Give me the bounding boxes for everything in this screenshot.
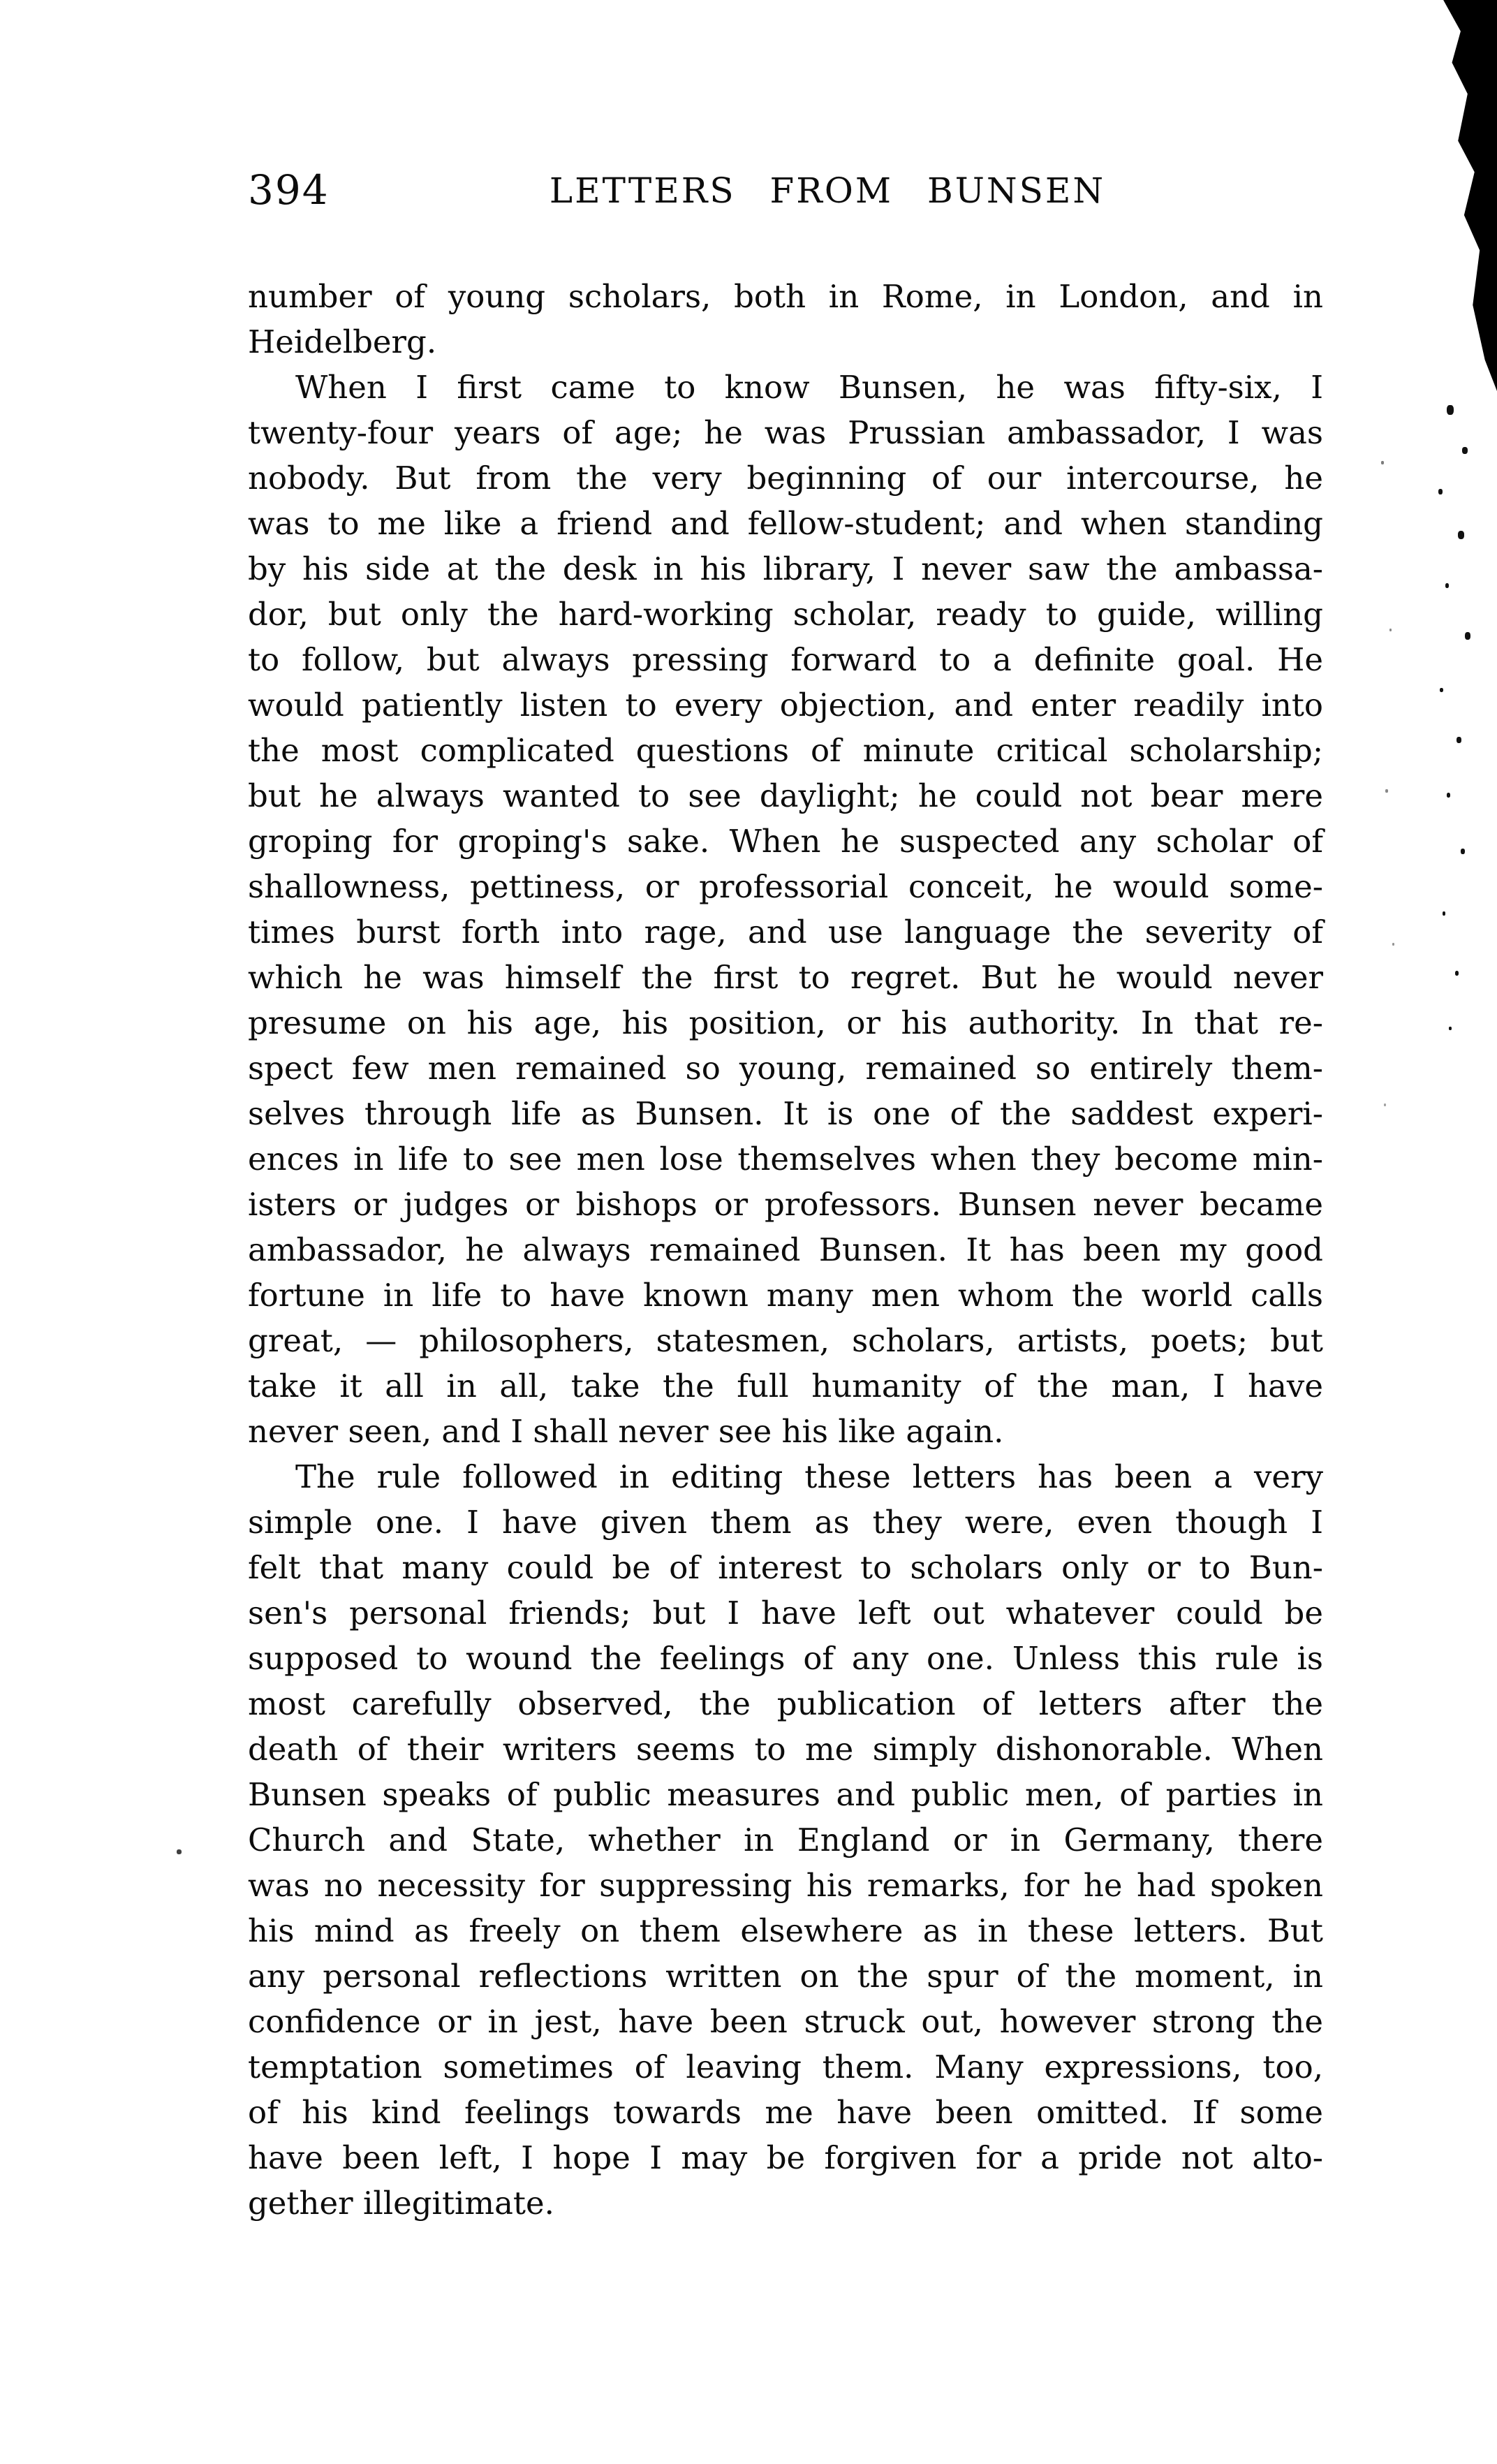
text-line: most carefully observed, the publication of letters after the <box>248 1685 1323 1722</box>
text-line: ences in life to see men lose themselves when they become min- <box>248 1141 1323 1178</box>
text-line: nobody. But from the very beginning of our intercourse, he <box>248 460 1323 497</box>
scan-artifact-speck <box>1465 632 1470 640</box>
text-line: spect few men remained so young, remained so entirely them- <box>248 1050 1323 1087</box>
text-line: would patiently listen to every objection, and enter readily into <box>248 687 1323 724</box>
running-head <box>248 166 1323 215</box>
text-line: sen's personal friends; but I have left out whatever could be <box>248 1594 1323 1631</box>
scan-artifact-speck <box>1389 629 1392 631</box>
text-line: groping for groping's sake. When he suspected any scholar of <box>248 823 1323 860</box>
text-line: selves through life as Bunsen. It is one of the saddest experi- <box>248 1095 1323 1132</box>
text-line: which he was himself the first to regret. But he would never <box>248 959 1323 996</box>
text-line: his mind as freely on them elsewhere as in these letters. But <box>248 1912 1323 1949</box>
text-line: of his kind feelings towards me have been omitted. If some <box>248 2094 1323 2131</box>
scan-artifact-speck <box>1462 447 1468 454</box>
scan-artifact-speck <box>177 1849 182 1854</box>
text-line: shallowness, pettiness, or professorial conceit, he would some- <box>248 868 1323 905</box>
text-line: temptation sometimes of leaving them. Many expressions, too, <box>248 2048 1323 2085</box>
text-block <box>248 274 1323 2226</box>
scan-artifact-speck <box>1384 1103 1386 1106</box>
scan-artifact-binding-blob <box>1410 0 1497 391</box>
text-line: presume on his age, his position, or his authority. In that re- <box>248 1004 1323 1041</box>
text-line: take it all in all, take the full humanity of the man, I have <box>248 1367 1323 1405</box>
text-line: When I first came to know Bunsen, he was fifty-six, I <box>295 369 1323 406</box>
text-line: death of their writers seems to me simply dishonorable. When <box>248 1731 1323 1768</box>
page-header-title: LETTERS FROM BUNSEN <box>549 170 1106 211</box>
scan-artifact-speck <box>1449 1027 1452 1030</box>
text-line: never seen, and I shall never see his like again. <box>248 1413 1004 1450</box>
text-line: to follow, but always pressing forward to a definite goal. He <box>248 641 1323 678</box>
scan-artifact-speck <box>1447 793 1450 798</box>
text-line: Church and State, whether in England or in Germany, there <box>248 1821 1323 1858</box>
scan-artifact-speck <box>1392 943 1394 946</box>
text-line: fortune in life to have known many men whom the world calls <box>248 1277 1323 1314</box>
text-line: Heidelberg. <box>248 323 437 360</box>
text-line: dor, but only the hard-working scholar, ready to guide, willing <box>248 596 1323 633</box>
scan-artifact-speck <box>1440 688 1443 692</box>
text-line: twenty-four years of age; he was Prussian ambassador, I was <box>248 414 1323 451</box>
text-line: was no necessity for suppressing his remarks, for he had spoken <box>248 1867 1323 1904</box>
scan-artifact-speck <box>1445 583 1449 588</box>
text-line: supposed to wound the feelings of any one. Unless this rule is <box>248 1640 1323 1677</box>
scan-artifact-speck <box>1461 849 1465 854</box>
text-line: ambassador, he always remained Bunsen. It has been my good <box>248 1231 1323 1268</box>
scan-artifact-speck <box>1458 531 1464 539</box>
text-line: the most complicated questions of minute critical scholarship; <box>248 732 1323 769</box>
text-line: simple one. I have given them as they were, even though I <box>248 1504 1323 1541</box>
text-line: any personal reflections written on the spur of the moment, in <box>248 1958 1323 1995</box>
scan-artifact-speck <box>1385 789 1388 793</box>
text-line: times burst forth into rage, and use language the severity of <box>248 914 1323 951</box>
text-line: great, — philosophers, statesmen, scholars, artists, poets; but <box>248 1322 1323 1359</box>
text-line: have been left, I hope I may be forgiven for a pride not alto- <box>248 2139 1323 2176</box>
text-line: The rule followed in editing these letters has been a very <box>295 1458 1323 1495</box>
text-line: confidence or in jest, have been struck out, however strong the <box>248 2003 1323 2040</box>
text-line: isters or judges or bishops or professors. Bunsen never became <box>248 1186 1323 1223</box>
text-line: but he always wanted to see daylight; he could not bear mere <box>248 777 1323 814</box>
scan-artifact-speck <box>1443 911 1445 916</box>
text-line: Bunsen speaks of public measures and public men, of parties in <box>248 1776 1323 1813</box>
text-line: was to me like a friend and fellow-student; and when standing <box>248 505 1323 542</box>
text-line: gether illegitimate. <box>248 2185 554 2222</box>
scan-artifact-speck <box>1447 405 1454 415</box>
text-line: felt that many could be of interest to scholars only or to Bun- <box>248 1549 1323 1586</box>
text-line: number of young scholars, both in Rome, in London, and in <box>248 278 1323 315</box>
scan-artifact-speck <box>1381 461 1384 464</box>
text-line: by his side at the desk in his library, I never saw the ambassa- <box>248 550 1323 587</box>
page-number: 394 <box>248 166 330 214</box>
scan-artifact-speck <box>1455 971 1459 976</box>
scan-artifact-speck <box>1438 489 1443 494</box>
scan-artifact-speck <box>1457 737 1461 743</box>
